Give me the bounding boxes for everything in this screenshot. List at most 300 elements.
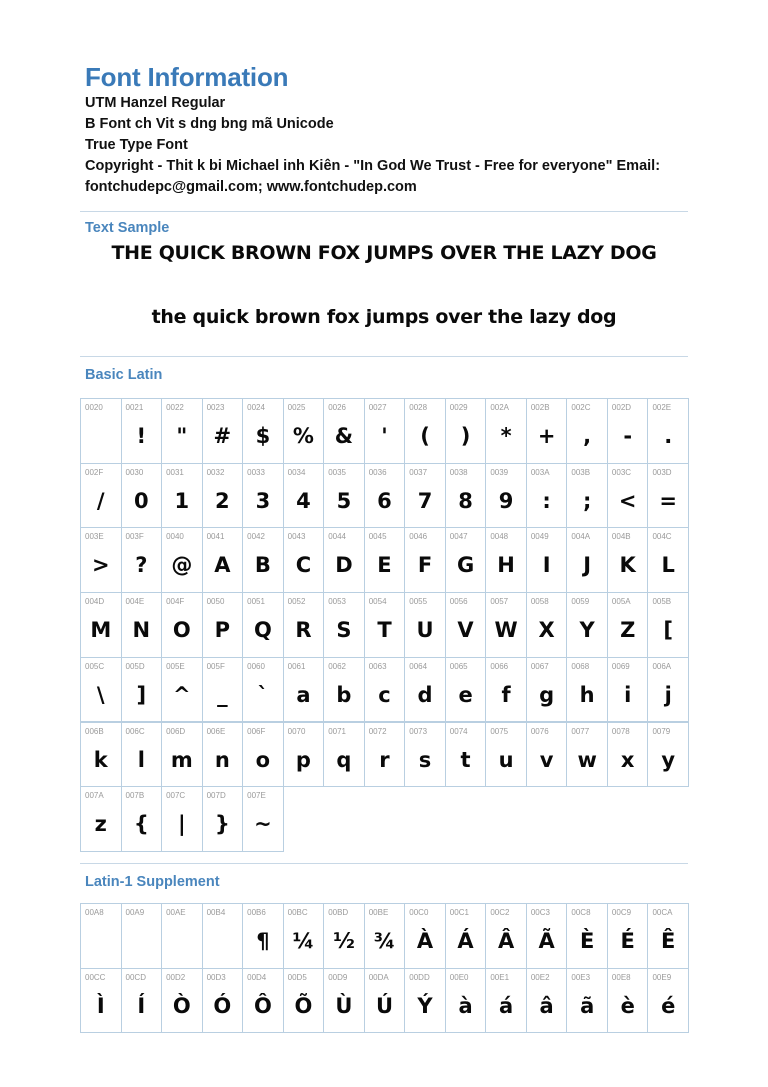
glyph-code: 003C [611, 467, 632, 477]
glyph-cell [202, 968, 244, 1034]
glyph-cell [404, 657, 446, 723]
glyph-cell [566, 527, 608, 593]
glyph-code: 00E9 [652, 972, 672, 982]
glyph-char: | [177, 812, 186, 837]
glyph-code: 0054 [368, 597, 387, 607]
glyph-cell [404, 527, 446, 593]
glyph-char: A [214, 553, 231, 578]
glyph-cell [80, 722, 122, 788]
glyph-code: 0075 [490, 726, 509, 736]
glyph-char: ) [460, 424, 471, 448]
glyph-char: v [539, 747, 554, 772]
glyph-cell [566, 592, 608, 658]
glyph-char: Â [497, 929, 515, 953]
glyph-cell [161, 398, 203, 464]
glyph-code: 0036 [368, 467, 387, 477]
glyph-char: O [172, 618, 191, 643]
glyph-cell [80, 968, 122, 1034]
glyph-char: e [458, 682, 473, 707]
glyph-cell [364, 463, 406, 529]
glyph-cell [607, 527, 649, 593]
glyph-code: 0050 [206, 597, 225, 607]
font-description: B Font ch Vit s dng bng mã Unicode [85, 116, 334, 132]
divider [80, 356, 688, 357]
glyph-char: Ó [213, 993, 232, 1018]
glyph-code: 00C8 [571, 908, 591, 917]
glyph-cell [202, 527, 244, 593]
glyph-char: H [497, 553, 515, 578]
glyph-code: 00D9 [328, 972, 348, 982]
glyph-cell [202, 398, 244, 464]
glyph-cell [404, 592, 446, 658]
glyph-char: á [499, 993, 514, 1018]
copyright-line-2: fontchudepc@gmail.com; www.fontchudep.com [85, 179, 417, 195]
glyph-code: 005B [652, 597, 672, 607]
glyph-code: 0056 [449, 597, 468, 607]
glyph-cell [121, 527, 163, 593]
glyph-char: # [213, 424, 232, 448]
glyph-cell [161, 463, 203, 529]
glyph-char: G [456, 553, 475, 578]
glyph-code: 0025 [287, 403, 306, 412]
glyph-code: 0021 [125, 403, 144, 412]
glyph-char: 4 [296, 488, 311, 513]
glyph-code: 003E [85, 532, 104, 542]
glyph-cell [607, 398, 649, 464]
glyph-char: ã [580, 993, 595, 1018]
glyph-code: 007A [85, 791, 104, 801]
glyph-code: 0052 [287, 597, 306, 607]
glyph-code: 0067 [530, 661, 549, 671]
glyph-code: 0073 [409, 726, 428, 736]
glyph-char: ! [136, 424, 147, 448]
glyph-cell [526, 398, 568, 464]
glyph-char: 0 [133, 488, 149, 513]
glyph-cell [485, 722, 527, 788]
glyph-cell [242, 527, 284, 593]
glyph-code: 0034 [287, 467, 306, 477]
glyph-code: 002B [530, 403, 550, 412]
glyph-char: : [542, 488, 551, 513]
glyph-cell [647, 398, 689, 464]
glyph-cell [647, 527, 689, 593]
glyph-code: 00C0 [409, 908, 429, 917]
glyph-code: 003A [530, 467, 550, 477]
glyph-char: / [96, 488, 105, 513]
glyph-cell [485, 903, 527, 969]
glyph-cell [121, 398, 163, 464]
glyph-char: J [583, 553, 592, 578]
glyph-code: 0057 [490, 597, 509, 607]
glyph-code: 00BC [287, 908, 308, 917]
glyph-char: x [620, 747, 635, 772]
glyph-char: U [416, 618, 434, 643]
glyph-char: 3 [255, 488, 271, 513]
glyph-cell [485, 463, 527, 529]
glyph-cell [485, 398, 527, 464]
glyph-cell [80, 786, 122, 852]
glyph-char: & [334, 424, 354, 448]
glyph-char: à [458, 993, 473, 1018]
glyph-char: T [377, 618, 392, 643]
glyph-code: 0037 [409, 467, 428, 477]
glyph-code: 00BE [368, 908, 389, 917]
glyph-cell [242, 463, 284, 529]
glyph-char: d [417, 682, 433, 707]
glyph-char: 5 [336, 488, 352, 513]
glyph-char: Ê [661, 929, 676, 953]
glyph-cell [404, 463, 446, 529]
glyph-char: } [214, 812, 230, 837]
glyph-char: - [623, 424, 633, 448]
glyph-code: 0051 [247, 597, 265, 607]
glyph-cell [404, 722, 446, 788]
glyph-char: . [664, 424, 673, 448]
glyph-char: R [295, 618, 312, 643]
glyph-char: é [661, 993, 676, 1018]
glyph-cell [526, 592, 568, 658]
copyright-line-1: Copyright - Thit k bi Michael inh Kiên - "In God We Trust - Free for everyone" Email: [85, 158, 661, 174]
glyph-char: % [292, 424, 314, 448]
glyph-code: 00C9 [611, 908, 632, 917]
glyph-cell [242, 786, 284, 852]
glyph-code: 0040 [166, 532, 184, 542]
glyph-code: 0072 [368, 726, 387, 736]
glyph-char: W [494, 618, 518, 643]
glyph-code: 0033 [247, 467, 265, 477]
glyph-char: ~ [254, 812, 272, 837]
glyph-code: 00B6 [247, 908, 266, 917]
glyph-cell [364, 398, 406, 464]
glyph-code: 004C [652, 532, 672, 542]
glyph-char: ? [135, 553, 148, 578]
glyph-char: È [579, 929, 595, 953]
glyph-cell [364, 722, 406, 788]
glyph-cell [445, 722, 487, 788]
glyph-char: a [296, 682, 311, 707]
glyph-char: â [539, 993, 554, 1018]
glyph-code: 0070 [287, 726, 306, 736]
glyph-code: 005D [125, 661, 145, 671]
glyph-code: 00CA [652, 908, 673, 917]
glyph-code: 0035 [328, 467, 346, 477]
glyph-code: 007B [125, 791, 145, 801]
glyph-cell [566, 968, 608, 1034]
glyph-char: P [214, 618, 231, 643]
glyph-code: 005A [611, 597, 631, 607]
glyph-code: 0041 [206, 532, 225, 542]
glyph-cell [80, 592, 122, 658]
glyph-cell [323, 592, 365, 658]
font-type: True Type Font [85, 137, 188, 153]
glyph-code: 006B [85, 726, 104, 736]
glyph-char: 8 [458, 488, 473, 513]
glyph-char: n [214, 747, 230, 772]
glyph-code: 00CC [85, 972, 106, 982]
glyph-code: 00D2 [166, 972, 186, 982]
glyph-char: Á [457, 929, 474, 953]
glyph-char: j [664, 682, 672, 707]
glyph-char: F [417, 553, 433, 578]
glyph-cell [323, 903, 365, 969]
glyph-char: y [661, 747, 676, 772]
glyph-code: 0032 [206, 467, 225, 477]
glyph-cell [445, 398, 487, 464]
glyph-cell [80, 527, 122, 593]
glyph-cell [607, 903, 649, 969]
glyph-cell [283, 722, 325, 788]
glyph-code: 00DD [409, 972, 430, 982]
glyph-code: 004E [125, 597, 145, 607]
glyph-char: ½ [333, 929, 355, 953]
glyph-code: 00C2 [490, 908, 510, 917]
glyph-code: 0031 [166, 467, 184, 477]
glyph-cell [485, 968, 527, 1034]
glyph-cell [445, 463, 487, 529]
glyph-code: 00CD [125, 972, 146, 982]
glyph-char: 7 [417, 488, 433, 513]
glyph-code: 0044 [328, 532, 346, 542]
glyph-cell [323, 968, 365, 1034]
glyph-char: Ã [538, 929, 555, 953]
glyph-code: 00A9 [125, 908, 145, 917]
glyph-char: ` [257, 682, 269, 707]
glyph-char: Ì [96, 993, 105, 1018]
glyph-cell [283, 527, 325, 593]
glyph-code: 00E0 [449, 972, 469, 982]
glyph-char: Í [137, 993, 146, 1018]
glyph-char: M [90, 618, 112, 643]
glyph-cell [526, 463, 568, 529]
glyph-cell [607, 463, 649, 529]
glyph-cell [526, 968, 568, 1034]
glyph-code: 0049 [530, 532, 549, 542]
glyph-cell [283, 968, 325, 1034]
glyph-code: 0020 [85, 403, 103, 412]
glyph-code: 0068 [571, 661, 590, 671]
glyph-code: 005E [166, 661, 185, 671]
glyph-char: ; [582, 488, 592, 513]
glyph-cell [323, 657, 365, 723]
glyph-code: 0048 [490, 532, 509, 542]
glyph-char: m [170, 747, 193, 772]
glyph-code: 0063 [368, 661, 387, 671]
glyph-code: 007C [166, 791, 186, 801]
glyph-cell [161, 786, 203, 852]
glyph-code: 006F [247, 726, 266, 736]
glyph-code: 0030 [125, 467, 144, 477]
glyph-cell [566, 657, 608, 723]
glyph-char: Ù [335, 993, 353, 1018]
glyph-cell [161, 903, 203, 969]
glyph-code: 00E1 [490, 972, 510, 982]
glyph-cell [647, 463, 689, 529]
glyph-cell [445, 657, 487, 723]
glyph-code: 002A [490, 403, 510, 412]
page-title: Font Information [85, 62, 289, 92]
glyph-cell [202, 786, 244, 852]
glyph-cell [242, 592, 284, 658]
glyph-code: 0026 [328, 403, 346, 412]
glyph-char: s [418, 747, 432, 772]
glyph-cell [242, 657, 284, 723]
glyph-cell [80, 903, 122, 969]
glyph-code: 0062 [328, 661, 346, 671]
glyph-cell [566, 722, 608, 788]
glyph-code: 0059 [571, 597, 590, 607]
glyph-code: 0024 [247, 403, 265, 412]
glyph-cell [80, 657, 122, 723]
glyph-cell [323, 527, 365, 593]
glyph-code: 00B4 [206, 908, 226, 917]
glyph-char: f [501, 682, 511, 707]
glyph-char: ' [381, 424, 388, 448]
glyph-cell [445, 592, 487, 658]
glyph-cell [526, 527, 568, 593]
glyph-char: L [661, 553, 675, 578]
glyph-char: ( [420, 424, 430, 448]
glyph-char: Ò [172, 993, 191, 1018]
glyph-cell [526, 722, 568, 788]
glyph-code: 00C3 [530, 908, 550, 917]
glyph-char: r [379, 747, 390, 772]
glyph-cell [202, 722, 244, 788]
glyph-char: [ [663, 618, 674, 643]
glyph-cell [445, 527, 487, 593]
glyph-code: 005F [206, 661, 225, 671]
glyph-cell [283, 463, 325, 529]
glyph-char: è [620, 993, 635, 1018]
sample-uppercase: THE QUICK BROWN FOX JUMPS OVER THE LAZY DOG [111, 242, 657, 264]
glyph-code: 0058 [530, 597, 549, 607]
sample-lowercase: the quick brown fox jumps over the lazy dog [151, 306, 617, 328]
glyph-code: 0076 [530, 726, 549, 736]
glyph-cell [607, 657, 649, 723]
glyph-char: K [619, 553, 636, 578]
glyph-code: 004D [85, 597, 105, 607]
glyph-char: Ô [253, 993, 272, 1018]
glyph-cell [80, 463, 122, 529]
glyph-char: 1 [174, 488, 190, 513]
glyph-code: 003B [571, 467, 591, 477]
glyph-cell [607, 968, 649, 1034]
glyph-code: 0047 [449, 532, 468, 542]
glyph-char: < [618, 488, 637, 513]
glyph-code: 00D4 [247, 972, 267, 982]
glyph-char: É [620, 929, 635, 953]
glyph-code: 007D [206, 791, 226, 801]
glyph-cell [202, 903, 244, 969]
glyph-char: ] [136, 682, 147, 707]
glyph-code: 0039 [490, 467, 509, 477]
glyph-char: 6 [377, 488, 392, 513]
glyph-code: 0042 [247, 532, 265, 542]
glyph-cell [242, 903, 284, 969]
glyph-code: 004A [571, 532, 591, 542]
glyph-cell [647, 968, 689, 1034]
glyph-char: $ [255, 424, 271, 448]
glyph-char: Q [253, 618, 272, 643]
glyph-code: 0045 [368, 532, 387, 542]
glyph-code: 0061 [287, 661, 306, 671]
glyph-char: 2 [215, 488, 230, 513]
glyph-char: ^ [173, 682, 191, 707]
glyph-cell [323, 722, 365, 788]
glyph-cell [647, 722, 689, 788]
glyph-cell [121, 592, 163, 658]
glyph-char: \ [96, 682, 105, 707]
glyph-code: 0046 [409, 532, 428, 542]
glyph-cell [80, 398, 122, 464]
glyph-cell [242, 968, 284, 1034]
glyph-cell [323, 463, 365, 529]
glyph-char: 9 [498, 488, 514, 513]
glyph-char: Y [579, 618, 595, 643]
glyph-code: 0028 [409, 403, 428, 412]
glyph-char: k [93, 747, 108, 772]
glyph-char: I [542, 553, 551, 578]
glyph-code: 00AE [166, 908, 186, 917]
glyph-code: 00D5 [287, 972, 307, 982]
glyph-char: N [132, 618, 151, 643]
glyph-char: w [577, 747, 597, 772]
glyph-char: { [133, 812, 149, 837]
glyph-code: 0079 [652, 726, 671, 736]
glyph-code: 00E3 [571, 972, 591, 982]
glyph-code: 00DA [368, 972, 389, 982]
glyph-cell [242, 722, 284, 788]
glyph-code: 0069 [611, 661, 630, 671]
glyph-cell [647, 903, 689, 969]
glyph-char: Õ [294, 993, 313, 1018]
glyph-cell [161, 722, 203, 788]
glyph-cell [364, 657, 406, 723]
glyph-code: 0055 [409, 597, 428, 607]
glyph-cell [121, 786, 163, 852]
glyph-char: h [579, 682, 595, 707]
glyph-code: 0071 [328, 726, 346, 736]
glyph-char: = [659, 488, 678, 513]
glyph-code: 006A [652, 661, 672, 671]
glyph-char: E [377, 553, 392, 578]
glyph-code: 0038 [449, 467, 468, 477]
glyph-cell [364, 903, 406, 969]
glyph-char: B [254, 553, 271, 578]
glyph-code: 0078 [611, 726, 630, 736]
divider [80, 863, 688, 864]
font-name: UTM Hanzel Regular [85, 95, 226, 111]
glyph-cell [121, 463, 163, 529]
glyph-cell [202, 592, 244, 658]
basic-latin-title: Basic Latin [85, 367, 163, 383]
glyph-char: u [498, 747, 514, 772]
glyph-cell [242, 398, 284, 464]
glyph-char: + [537, 424, 556, 448]
glyph-code: 0053 [328, 597, 346, 607]
glyph-cell [364, 527, 406, 593]
glyph-code: 004F [166, 597, 185, 607]
glyph-code: 00E8 [611, 972, 631, 982]
glyph-code: 0064 [409, 661, 428, 671]
glyph-cell [404, 968, 446, 1034]
glyph-cell [121, 657, 163, 723]
glyph-code: 004B [611, 532, 631, 542]
glyph-code: 006D [166, 726, 186, 736]
glyph-cell [485, 592, 527, 658]
glyph-char: l [137, 747, 145, 772]
glyph-char: Ý [417, 993, 433, 1018]
glyph-cell [161, 657, 203, 723]
